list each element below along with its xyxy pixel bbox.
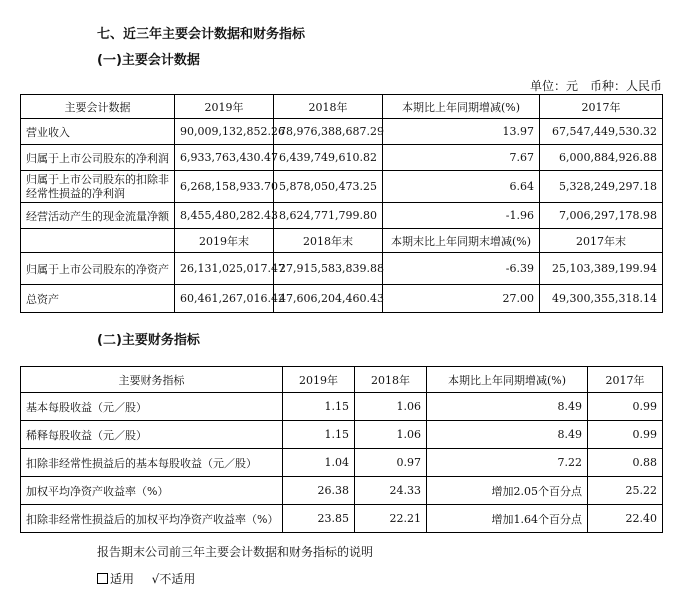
row-label: 扣除非经常性损益后的基本每股收益（元／股） <box>21 449 283 477</box>
applicability-options <box>97 570 195 587</box>
subsection-title-accounting-data: (一)主要会计数据 <box>97 53 200 68</box>
value-cell: 增加2.05个百分点 <box>427 477 588 505</box>
value-cell: 7.67 <box>383 145 540 171</box>
value-cell: 60,461,267,016.42 <box>175 285 274 313</box>
header-cell: 2017年 <box>540 95 663 119</box>
value-cell: 1.06 <box>355 421 427 449</box>
table-row <box>21 449 663 477</box>
value-cell: 6,933,763,430.47 <box>175 145 274 171</box>
header-cell: 本期比上年同期增减(%) <box>427 367 588 393</box>
value-cell: 7.22 <box>427 449 588 477</box>
value-cell: 1.06 <box>355 393 427 421</box>
value-cell: 1.15 <box>283 421 355 449</box>
table-row <box>21 171 663 203</box>
value-cell: 1.15 <box>283 393 355 421</box>
table-header-row <box>21 95 663 119</box>
header-cell: 本期末比上年同期末增减(%) <box>383 229 540 253</box>
value-cell: 8.49 <box>427 393 588 421</box>
value-cell: 78,976,388,687.29 <box>274 119 383 145</box>
value-cell: 增加1.64个百分点 <box>427 505 588 533</box>
unit-currency-line: 单位：元 币种：人民币 <box>529 79 662 93</box>
table-row <box>21 393 663 421</box>
row-label: 基本每股收益（元／股） <box>21 393 283 421</box>
header-cell: 2019年 <box>283 367 355 393</box>
row-label: 归属于上市公司股东的扣除非经常性损益的净利润 <box>21 171 175 203</box>
value-cell: 22.21 <box>355 505 427 533</box>
value-cell: 5,878,050,473.25 <box>274 171 383 203</box>
value-cell: 6.64 <box>383 171 540 203</box>
row-label: 稀释每股收益（元／股） <box>21 421 283 449</box>
table-row <box>21 477 663 505</box>
value-cell: 47,606,204,460.43 <box>274 285 383 313</box>
value-cell: 26.38 <box>283 477 355 505</box>
financial-indicators-table <box>20 366 663 533</box>
value-cell: 26,131,025,017.47 <box>175 253 274 285</box>
table-row <box>21 145 663 171</box>
value-cell: 0.99 <box>588 393 663 421</box>
value-cell: 67,547,449,530.32 <box>540 119 663 145</box>
value-cell: -6.39 <box>383 253 540 285</box>
header-cell: 主要财务指标 <box>21 367 283 393</box>
header-cell: 2017年 <box>588 367 663 393</box>
value-cell: 27,915,583,839.88 <box>274 253 383 285</box>
checkbox-applicable[interactable] <box>97 573 108 584</box>
value-cell: 25,103,389,199.94 <box>540 253 663 285</box>
option-not-applicable-label: √不适用 <box>151 572 196 586</box>
value-cell: 1.04 <box>283 449 355 477</box>
section-title: 七、近三年主要会计数据和财务指标 <box>97 27 306 42</box>
header-cell: 2018年 <box>274 95 383 119</box>
value-cell: 8,624,771,799.80 <box>274 203 383 229</box>
explanation-note: 报告期末公司前三年主要会计数据和财务指标的说明 <box>97 545 374 559</box>
row-label: 扣除非经常性损益后的加权平均净资产收益率（%） <box>21 505 283 533</box>
value-cell: 24.33 <box>355 477 427 505</box>
table-header-row <box>21 367 663 393</box>
option-applicable-label: 适用 <box>110 572 135 586</box>
table-row <box>21 203 663 229</box>
row-label: 归属于上市公司股东的净利润 <box>21 145 175 171</box>
value-cell: 23.85 <box>283 505 355 533</box>
header-cell: 2018年末 <box>274 229 383 253</box>
header-cell <box>21 229 175 253</box>
value-cell: 8,455,480,282.43 <box>175 203 274 229</box>
table-row <box>21 119 663 145</box>
table-row <box>21 505 663 533</box>
value-cell: 6,268,158,933.70 <box>175 171 274 203</box>
row-label: 营业收入 <box>21 119 175 145</box>
value-cell: 0.97 <box>355 449 427 477</box>
header-cell: 2019年 <box>175 95 274 119</box>
value-cell: 6,439,749,610.82 <box>274 145 383 171</box>
value-cell: 25.22 <box>588 477 663 505</box>
value-cell: 90,009,132,852.26 <box>175 119 274 145</box>
value-cell: -1.96 <box>383 203 540 229</box>
row-label: 归属于上市公司股东的净资产 <box>21 253 175 285</box>
header-cell: 2017年末 <box>540 229 663 253</box>
value-cell: 6,000,884,926.88 <box>540 145 663 171</box>
value-cell: 7,006,297,178.98 <box>540 203 663 229</box>
value-cell: 8.49 <box>427 421 588 449</box>
header-cell: 主要会计数据 <box>21 95 175 119</box>
header-cell: 2018年 <box>355 367 427 393</box>
accounting-data-table <box>20 94 663 313</box>
table-subheader-row <box>21 229 663 253</box>
row-label: 总资产 <box>21 285 175 313</box>
value-cell: 0.88 <box>588 449 663 477</box>
table-row <box>21 285 663 313</box>
header-cell: 本期比上年同期增减(%) <box>383 95 540 119</box>
table-row <box>21 421 663 449</box>
value-cell: 5,328,249,297.18 <box>540 171 663 203</box>
subsection-title-financial-indicators: (二)主要财务指标 <box>97 333 200 348</box>
value-cell: 22.40 <box>588 505 663 533</box>
value-cell: 27.00 <box>383 285 540 313</box>
value-cell: 0.99 <box>588 421 663 449</box>
header-cell: 2019年末 <box>175 229 274 253</box>
table-row <box>21 253 663 285</box>
value-cell: 49,300,355,318.14 <box>540 285 663 313</box>
row-label: 经营活动产生的现金流量净额 <box>21 203 175 229</box>
value-cell: 13.97 <box>383 119 540 145</box>
row-label: 加权平均净资产收益率（%） <box>21 477 283 505</box>
